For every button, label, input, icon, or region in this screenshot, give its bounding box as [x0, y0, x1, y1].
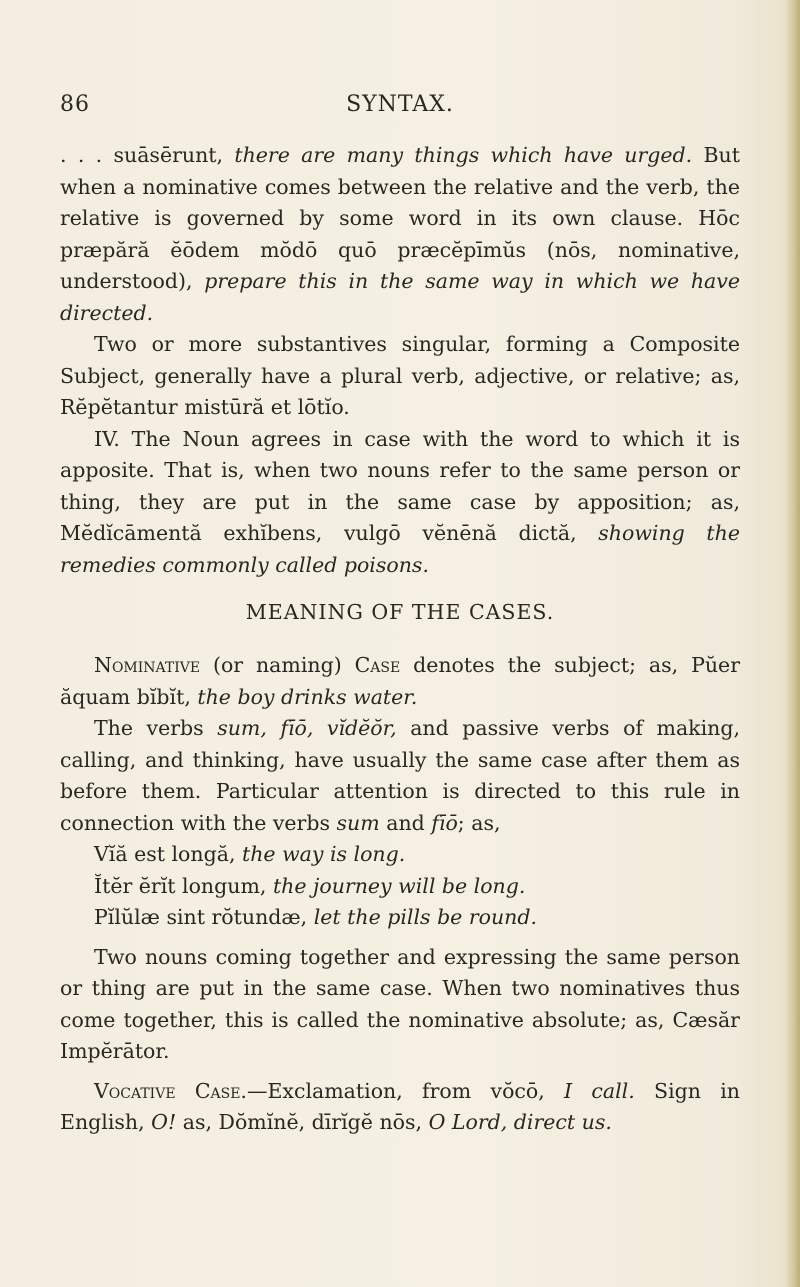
paragraph-vocative: Vocative Case.—Exclamation, from vŏcō, I call. Sign in English, O! as, Dŏmĭnĕ, dīrĭgĕ nōs, O Lord, direct us.: [60, 1078, 740, 1134]
example-line: Ĭtĕr ĕrĭt longum, the journey will be long.: [94, 873, 526, 898]
paragraph-apposition: IV. The Noun agrees in case with the word to which it is apposite. That is, when two nouns refer to the same person or thing, they are put in the same case by apposition; as, Mĕdĭcāmentă exhĭbens, vulgō vĕnēnă dictă, showing the remedies commonly called poisons.: [60, 426, 740, 577]
section-heading: MEANING OF THE CASES.: [245, 600, 555, 624]
top-text-block: [60, 140, 740, 581]
italic-translation: prepare this in the same way in which we have directed.: [60, 269, 740, 325]
page-number: 86: [60, 92, 90, 117]
cases-text-block: [60, 650, 740, 1139]
paragraph-nominative-absolute: Two nouns coming together and expressing the same person or thing are put in the same case. When two nominatives thus come together, this is called the nominative absolute; as, Cæsăr Impĕrātor.: [60, 944, 740, 1063]
paragraph-verbs-sum-fio: The verbs sum, fīō, vĭdĕŏr, and passive verbs of making, calling, and thinking, have usually the same case after them as before them. Particular attention is directed to this rule in connection with the verbs sum and fīō; as,: [60, 716, 740, 835]
page-header: [60, 92, 740, 124]
italic-translation: the boy drinks water.: [197, 684, 418, 709]
paragraph-nominative: Nominative (or naming) Case denotes the subject; as, Pŭer ăquam bĭbĭt, the boy drinks water.: [60, 653, 740, 709]
italic-translation: there are many things which have urged.: [234, 143, 693, 167]
paragraph-suaserunt: . . . suāsērunt, there are many things which have urged. But when a nominative comes between the relative and the verb, the relative is governed by some word in its own clause. Hōc præpără ĕōdem mŏdō quō præcĕpīmŭs (nōs, nominative, understood), prepare this in the same way in which we have directed.: [60, 143, 740, 325]
page-edge-shadow: [784, 0, 800, 1287]
running-head: SYNTAX.: [346, 92, 454, 117]
example-line: Vĭă est longă, the way is long.: [94, 842, 406, 866]
paragraph-composite-subject: Two or more substantives singular, forming a Composite Subject, generally have a plural verb, adjective, or relative; as, Rĕpĕtantur mistūră et lōtĭo.: [60, 332, 740, 419]
italic-translation: showing the remedies commonly called poisons.: [60, 521, 740, 577]
example-line: Pĭlŭlæ sint rŏtundæ, let the pills be round.: [94, 905, 538, 929]
